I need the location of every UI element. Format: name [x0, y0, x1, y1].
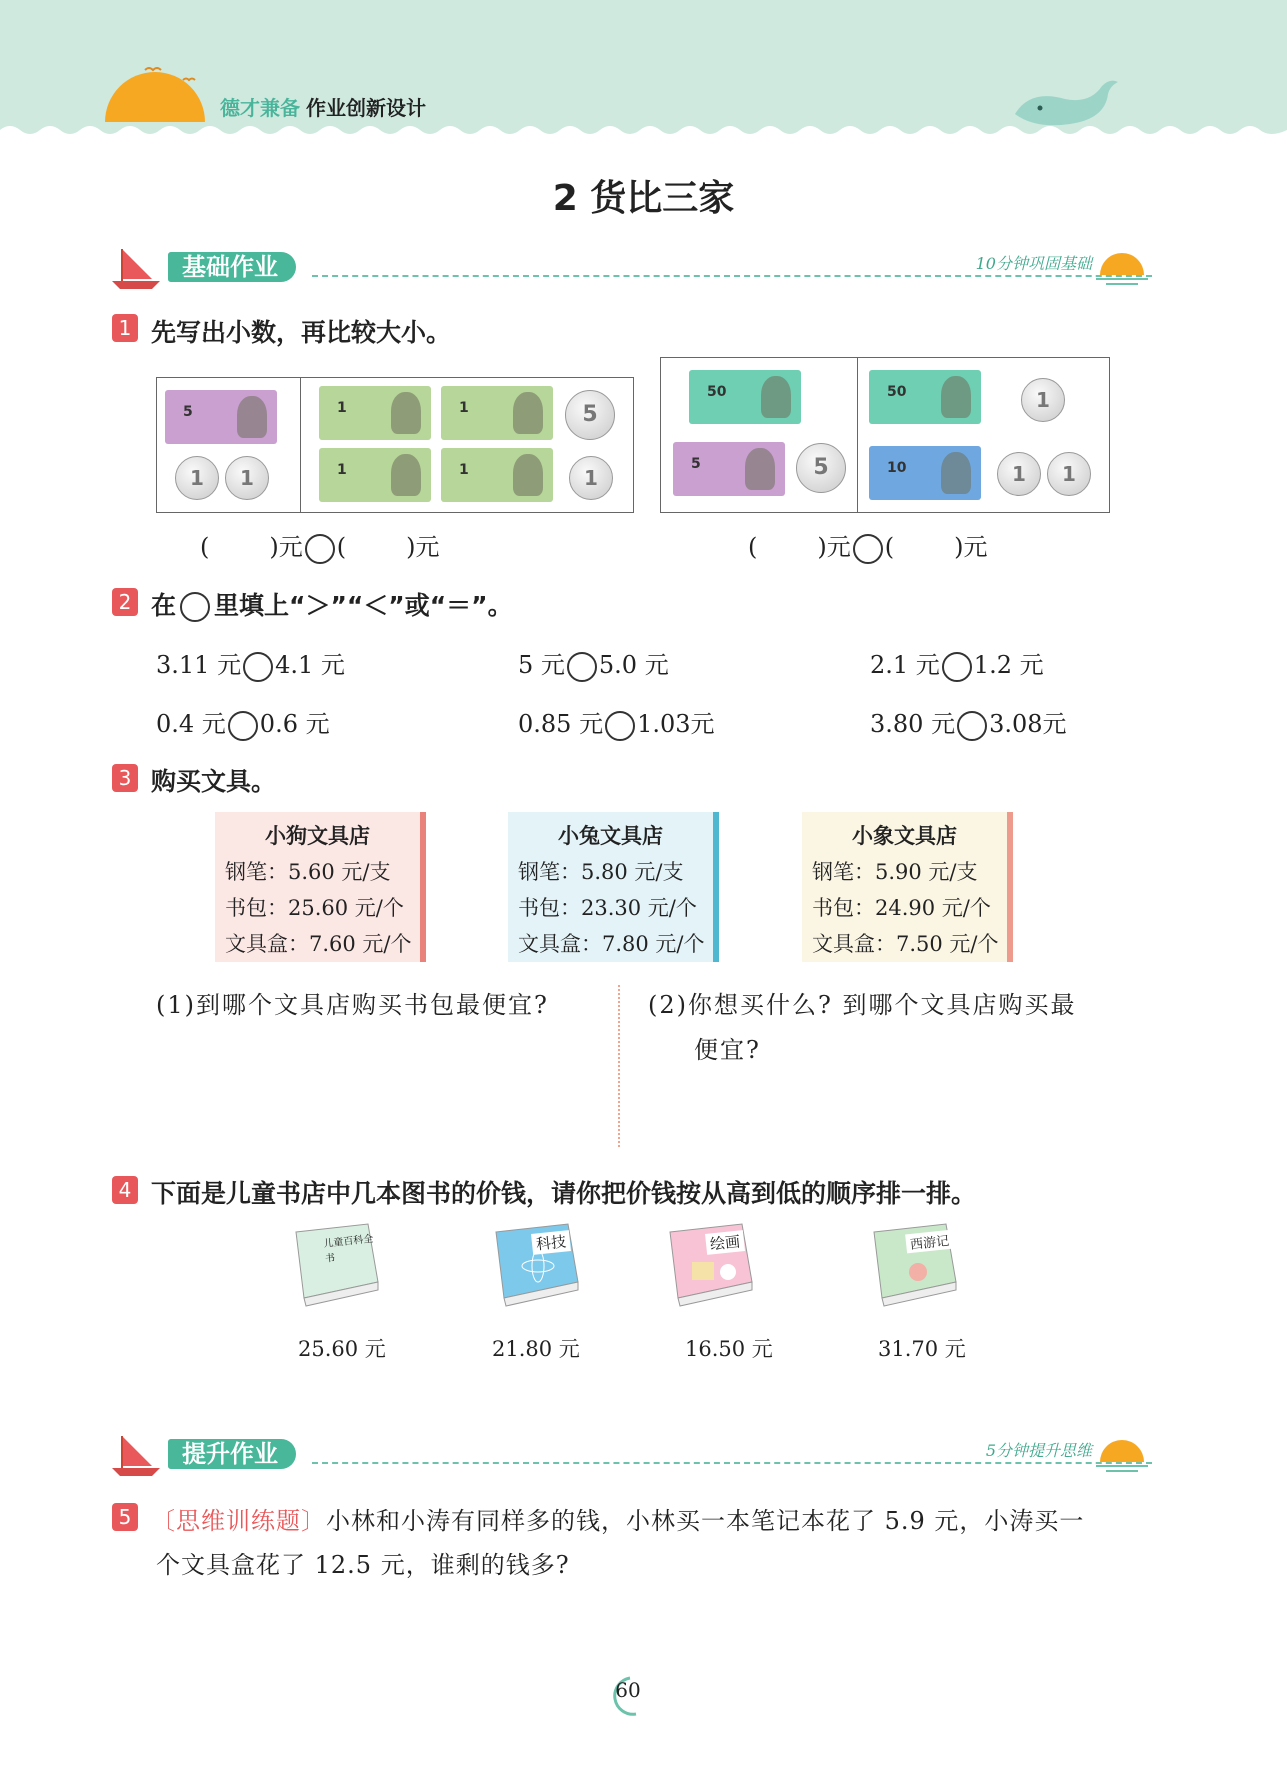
compare-row-left: ( )元 ( )元: [200, 527, 440, 564]
brand-name: 德才兼备: [220, 96, 300, 120]
question-4-text: 下面是儿童书店中几本图书的价钱，请你把价钱按从高到低的顺序排一排。: [151, 1179, 977, 1208]
bill-5-yuan: 5: [165, 390, 277, 444]
bill-1-yuan: 1: [441, 386, 553, 440]
answer-circle[interactable]: [605, 711, 635, 741]
question-1-text: 先写出小数，再比较大小。: [151, 318, 452, 347]
sailboat-icon: [112, 1430, 162, 1478]
book-price: 31.70 元: [878, 1337, 966, 1361]
compare-item: 0.4 元 0.6 元: [156, 704, 330, 741]
sub-question-1: (1)到哪个文具店购买书包最便宜?: [156, 991, 549, 1019]
divider: [618, 985, 620, 1147]
coin-5-jiao: 5: [796, 443, 846, 493]
sun-icon: [1096, 1434, 1148, 1474]
answer-circle[interactable]: [243, 652, 273, 682]
money-box-right: [660, 357, 1110, 513]
answer-circle[interactable]: [305, 534, 335, 564]
sailboat-icon: [112, 243, 162, 291]
question-number-1: 1: [112, 314, 138, 342]
question-number-2: 2: [112, 588, 138, 616]
coin-1-yuan: 1: [225, 456, 269, 500]
answer-circle[interactable]: [567, 652, 597, 682]
answer-circle[interactable]: [853, 534, 883, 564]
question-5-line-1: 〔思维训练题〕小林和小涛有同样多的钱，小林买一本笔记本花了 5.9 元，小涛买一: [151, 1507, 1085, 1535]
bill-5-yuan: 5: [673, 442, 785, 496]
bill-1-yuan: 1: [319, 448, 431, 502]
question-number-3: 3: [112, 764, 138, 792]
compare-item: 3.11 元 4.1 元: [156, 645, 345, 682]
compare-item: 3.80 元 3.08元: [870, 704, 1067, 741]
bill-50-yuan: 50: [689, 370, 801, 424]
page-number: 60: [598, 1678, 658, 1702]
box-divider: [300, 378, 301, 512]
book-price: 16.50 元: [685, 1337, 773, 1361]
sun-icon: [105, 62, 205, 134]
book-price: 25.60 元: [298, 1337, 386, 1361]
answer-circle[interactable]: [942, 652, 972, 682]
question-number-5: 5: [112, 1503, 138, 1531]
book-painting: 绘画: [662, 1222, 754, 1312]
money-box-left: [156, 377, 634, 513]
circle-symbol: [180, 592, 210, 622]
book-encyclopedia: 儿童百科全书: [288, 1222, 380, 1312]
coin-1-jiao: 1: [569, 456, 613, 500]
compare-item: 5 元 5.0 元: [518, 645, 669, 682]
question-3-text: 购买文具。: [151, 767, 277, 796]
bill-1-yuan: 1: [319, 386, 431, 440]
book-price: 21.80 元: [492, 1337, 580, 1361]
compare-item: 0.85 元 1.03元: [518, 704, 715, 741]
section-banner-basic: [112, 243, 1152, 293]
section-label: 提升作业: [168, 1439, 296, 1469]
section-note: 5分钟提升思维: [985, 1441, 1092, 1460]
sub-question-2-cont: 便宜?: [694, 1036, 761, 1064]
book-science: 科技: [488, 1222, 580, 1312]
bill-50-yuan: 50: [869, 370, 981, 424]
series-title: [220, 92, 426, 121]
book-journey-west: 西游记: [866, 1222, 958, 1312]
shop-card-dog: 小狗文具店 钢笔：5.60 元/支 书包：25.60 元/个 文具盒：7.60 元/个: [215, 812, 420, 962]
coin-5-jiao: 5: [565, 390, 615, 440]
question-number-4: 4: [112, 1176, 138, 1204]
shop-card-elephant: 小象文具店 钢笔：5.90 元/支 书包：24.90 元/个 文具盒：7.50 元/个: [802, 812, 1007, 962]
compare-item: 2.1 元 1.2 元: [870, 645, 1044, 682]
coin-1-jiao: 1: [997, 452, 1041, 496]
box-divider: [857, 358, 858, 512]
question-2-text: 在 里填上“＞”“＜”或“＝”。: [151, 591, 513, 620]
coin-1-jiao: 1: [1047, 452, 1091, 496]
divider: [312, 1462, 1152, 1464]
page-title: 2 货比三家: [552, 178, 735, 219]
bill-1-yuan: 1: [441, 448, 553, 502]
answer-circle[interactable]: [957, 711, 987, 741]
whale-icon: [1010, 74, 1120, 134]
compare-row-right: ( )元 ( )元: [748, 527, 988, 564]
section-note: 10分钟巩固基础: [975, 254, 1092, 273]
question-tag: 〔思维训练题〕: [151, 1507, 326, 1535]
shop-card-rabbit: 小兔文具店 钢笔：5.80 元/支 书包：23.30 元/个 文具盒：7.80 元/个: [508, 812, 713, 962]
section-banner-advanced: [112, 1430, 1152, 1480]
divider: [312, 275, 1152, 277]
bill-10-yuan: 10: [869, 446, 981, 500]
question-5-line-2: 个文具盒花了 12.5 元，谁剩的钱多?: [156, 1551, 570, 1579]
sun-icon: [1096, 247, 1148, 287]
coin-1-yuan: 1: [175, 456, 219, 500]
series-name: 作业创新设计: [306, 96, 426, 120]
coin-1-jiao: 1: [1021, 378, 1065, 422]
section-label: 基础作业: [168, 252, 296, 282]
answer-circle[interactable]: [228, 711, 258, 741]
sub-question-2: (2)你想买什么? 到哪个文具店购买最: [648, 991, 1077, 1019]
